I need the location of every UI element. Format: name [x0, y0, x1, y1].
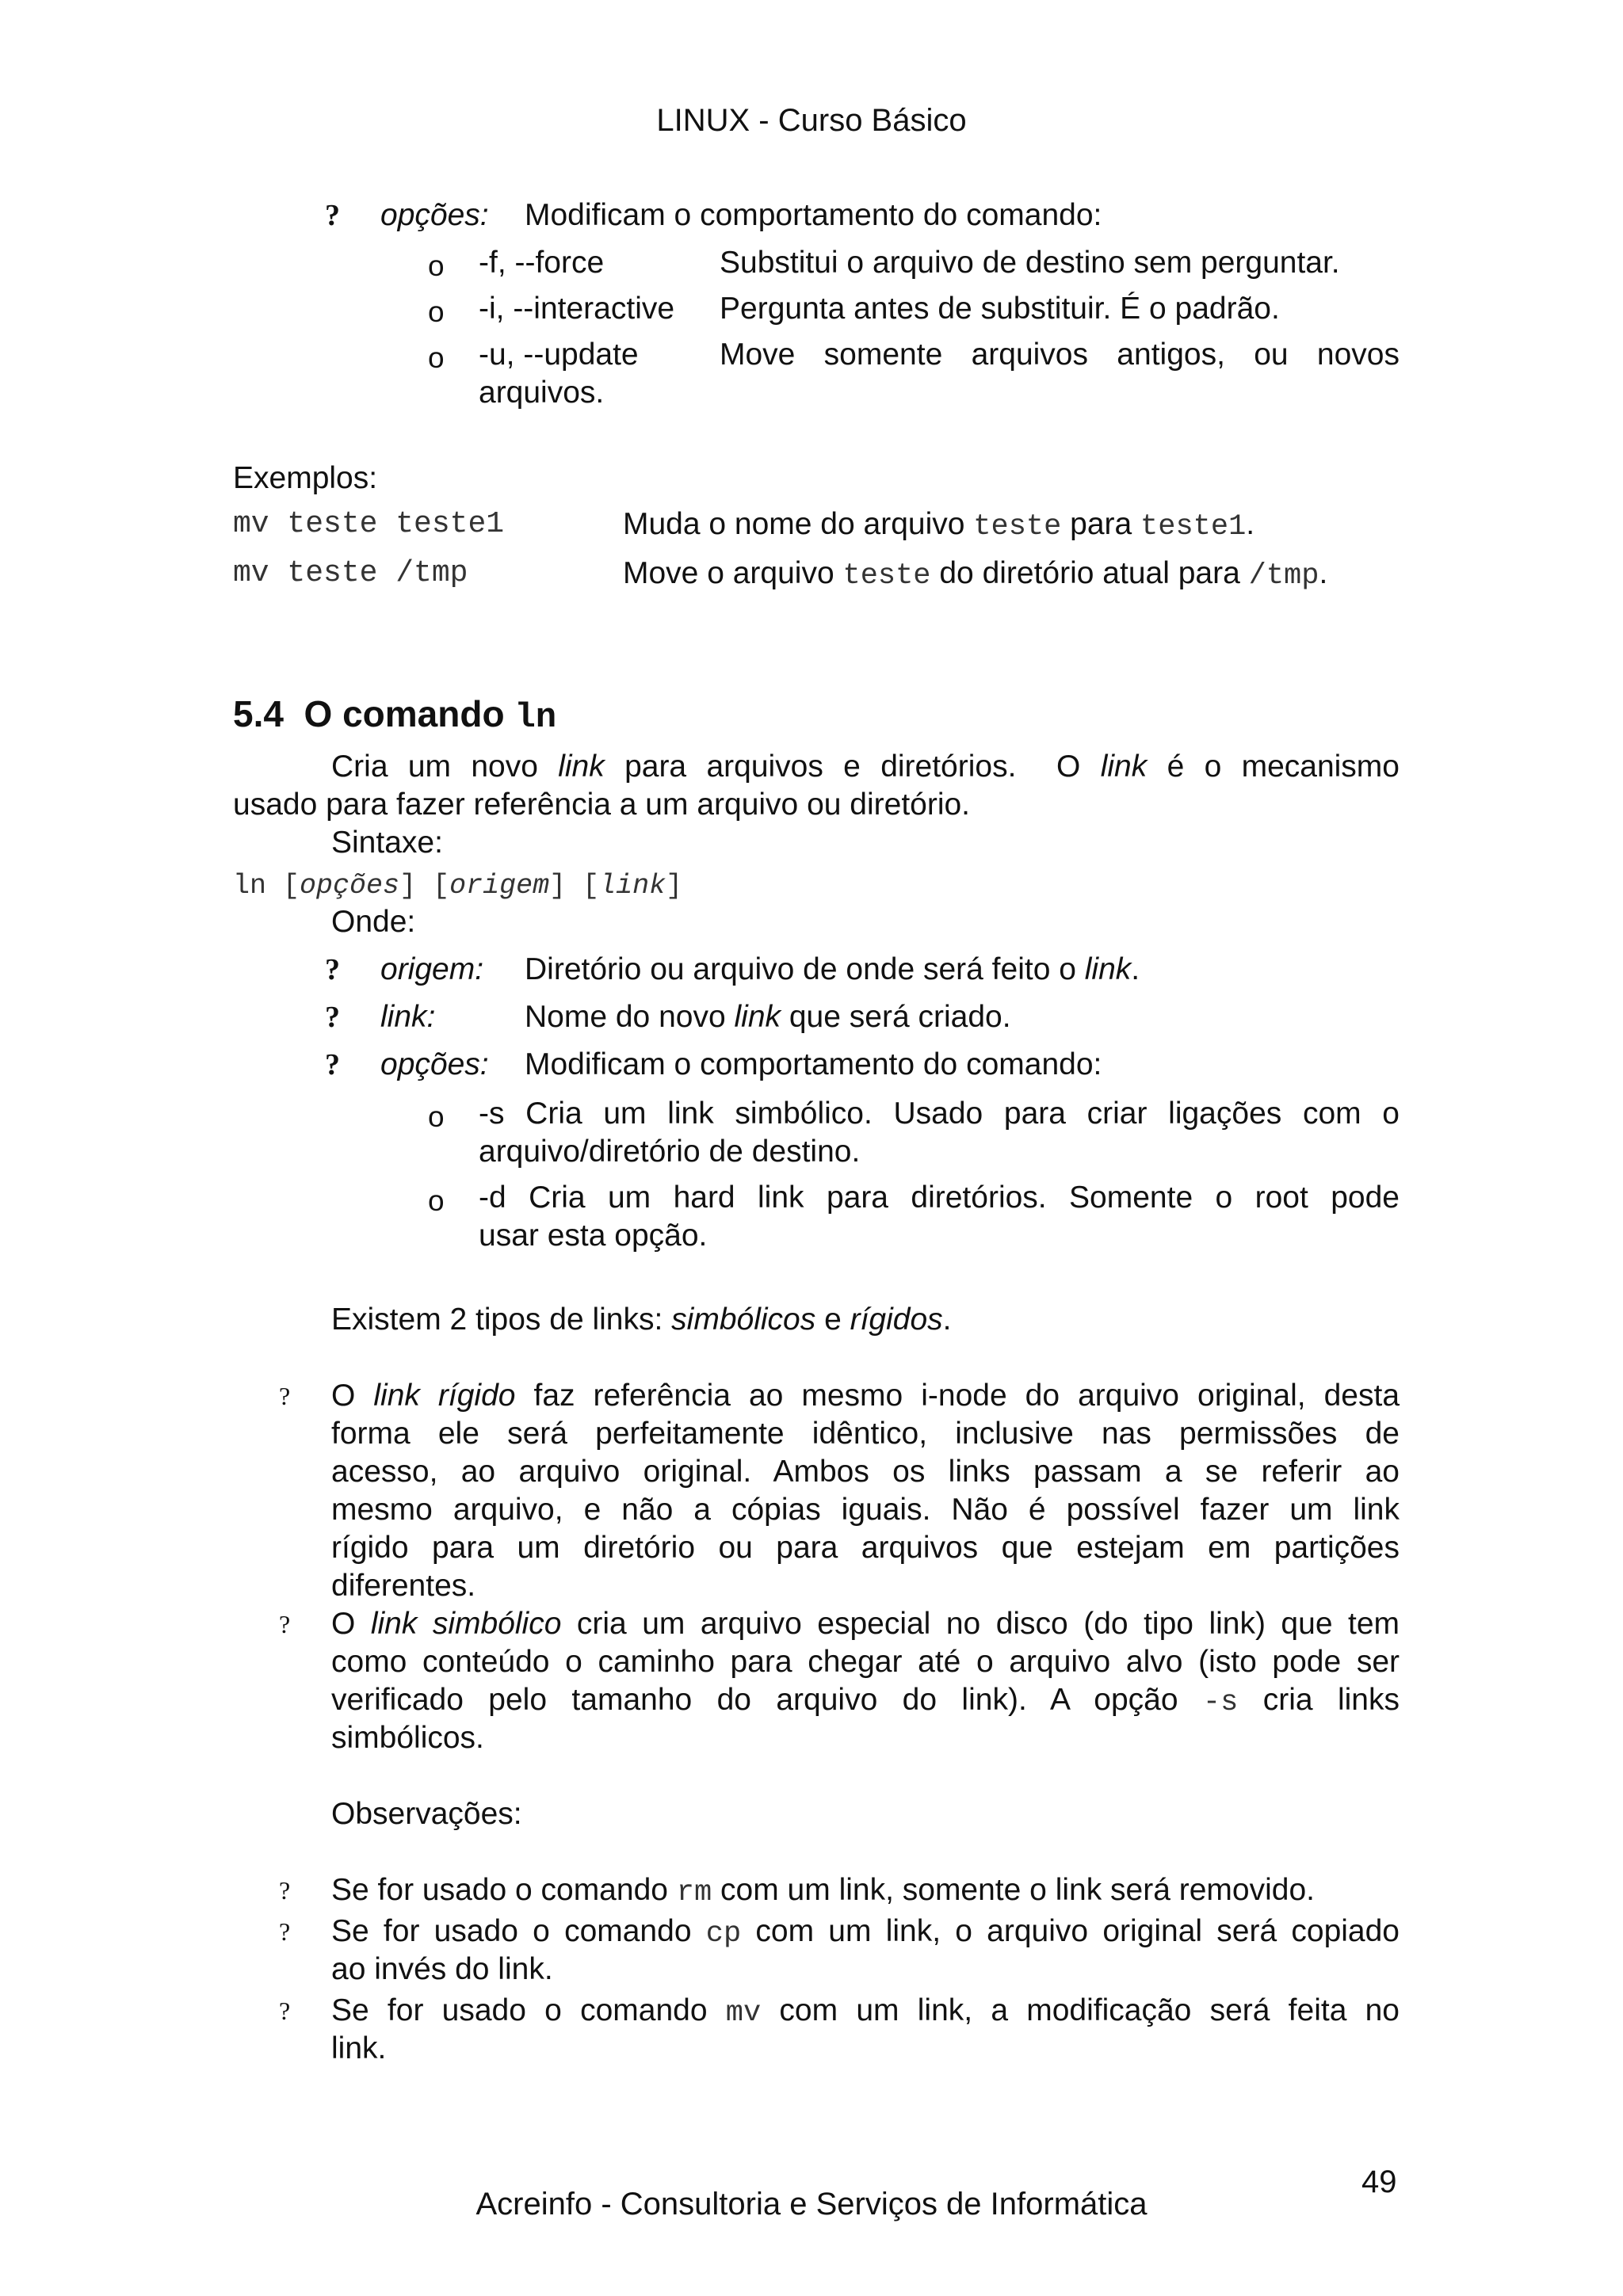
circle-bullet-icon: o	[428, 250, 445, 282]
examples-label: Exemplos:	[233, 461, 378, 495]
param-description: Diretório ou arquivo de onde será feito o link.	[525, 952, 1140, 986]
rigid-link-text: acesso, ao arquivo original. Ambos os links passam a se referir ao	[331, 1455, 1400, 1489]
bullet-icon: ?	[325, 199, 340, 232]
rigid-link-text: mesmo arquivo, e não a cópias iguais. Não é possível fazer um link	[331, 1493, 1400, 1527]
option-d-text-cont: usar esta opção.	[479, 1219, 708, 1253]
option-flag: -u, --update	[479, 338, 639, 372]
circle-bullet-icon: o	[428, 341, 445, 374]
option-description: Modificam o comportamento do comando:	[525, 198, 1102, 232]
example-description: Move o arquivo teste do diretório atual para /tmp.	[623, 556, 1328, 593]
bullet-icon: ?	[325, 1048, 340, 1081]
observation-text: Se for usado o comando rm com um link, somente o link será removido.	[331, 1873, 1315, 1909]
circle-bullet-icon: o	[428, 1184, 445, 1217]
observations-label: Observações:	[331, 1797, 522, 1831]
observation-text-cont: link.	[331, 2031, 387, 2065]
onde-label: Onde:	[331, 905, 416, 939]
bullet-icon: ?	[279, 1610, 291, 1638]
intro-text-cont: usado para fazer referência a um arquivo ou diretório.	[233, 788, 971, 822]
param-description: Modificam o comportamento do comando:	[525, 1047, 1102, 1081]
bullet-icon: ?	[325, 1001, 340, 1034]
page-number: 49	[1361, 2164, 1397, 2199]
circle-bullet-icon: o	[428, 1100, 445, 1133]
option-d-text: -d Cria um hard link para diretórios. Somente o root pode	[479, 1180, 1400, 1215]
example-command: mv teste /tmp	[233, 556, 468, 590]
rigid-link-text: O link rígido faz referência ao mesmo i-node do arquivo original, desta	[331, 1379, 1400, 1413]
option-flag-desc-cont: arquivos.	[479, 376, 605, 410]
bullet-icon: ?	[325, 953, 340, 986]
option-label: opções:	[380, 198, 489, 232]
option-flag-desc: Pergunta antes de substituir. É o padrão.	[720, 292, 1280, 326]
param-name: link:	[380, 1000, 436, 1034]
link-types-text: Existem 2 tipos de links: simbólicos e rígidos.	[331, 1302, 952, 1337]
option-flag: -f, --force	[479, 246, 605, 280]
rigid-link-text: rígido para um diretório ou para arquivos que estejam em partições	[331, 1531, 1400, 1565]
observation-text: Se for usado o comando cp com um link, o arquivo original será copiado	[331, 1914, 1400, 1951]
rigid-link-text: diferentes.	[331, 1569, 476, 1603]
symbolic-link-text: como conteúdo o caminho para chegar até o arquivo alvo (isto pode ser	[331, 1645, 1400, 1679]
observation-text: Se for usado o comando mv com um link, a modificação será feita no	[331, 1993, 1400, 2030]
section-heading: 5.4 O comando ln	[233, 693, 557, 738]
option-flag-desc: Move somente arquivos antigos, ou novos	[720, 338, 1400, 372]
bullet-icon: ?	[279, 1997, 291, 2025]
option-flag: -i, --interactive	[479, 292, 675, 326]
bullet-icon: ?	[279, 1382, 291, 1410]
example-description: Muda o nome do arquivo teste para teste1.	[623, 507, 1255, 543]
example-command: mv teste teste1	[233, 507, 505, 541]
option-flag-desc: Substitui o arquivo de destino sem perguntar.	[720, 246, 1340, 280]
syntax-line: ln [opções] [origem] [link]	[233, 870, 683, 902]
symbolic-link-text: verificado pelo tamanho do arquivo do link). A opção -s cria links	[331, 1683, 1400, 1719]
circle-bullet-icon: o	[428, 296, 445, 328]
symbolic-link-text: simbólicos.	[331, 1721, 484, 1755]
param-description: Nome do novo link que será criado.	[525, 1000, 1011, 1034]
intro-text: Cria um novo link para arquivos e diretórios. O link é o mecanismo	[331, 749, 1400, 784]
bullet-icon: ?	[279, 1876, 291, 1905]
page-footer: Acreinfo - Consultoria e Serviços de Informática	[475, 2187, 1148, 2222]
bullet-icon: ?	[279, 1917, 291, 1946]
observation-text-cont: ao invés do link.	[331, 1952, 553, 1986]
page-header: LINUX - Curso Básico	[656, 103, 967, 138]
param-name: opções:	[380, 1047, 489, 1081]
param-name: origem:	[380, 952, 484, 986]
option-s-text: -s Cria um link simbólico. Usado para criar ligações com o	[479, 1097, 1400, 1131]
option-s-text-cont: arquivo/diretório de destino.	[479, 1135, 861, 1169]
rigid-link-text: forma ele será perfeitamente idêntico, inclusive nas permissões de	[331, 1417, 1400, 1451]
syntax-label: Sintaxe:	[331, 826, 443, 860]
symbolic-link-text: O link simbólico cria um arquivo especial no disco (do tipo link) que tem	[331, 1607, 1400, 1641]
